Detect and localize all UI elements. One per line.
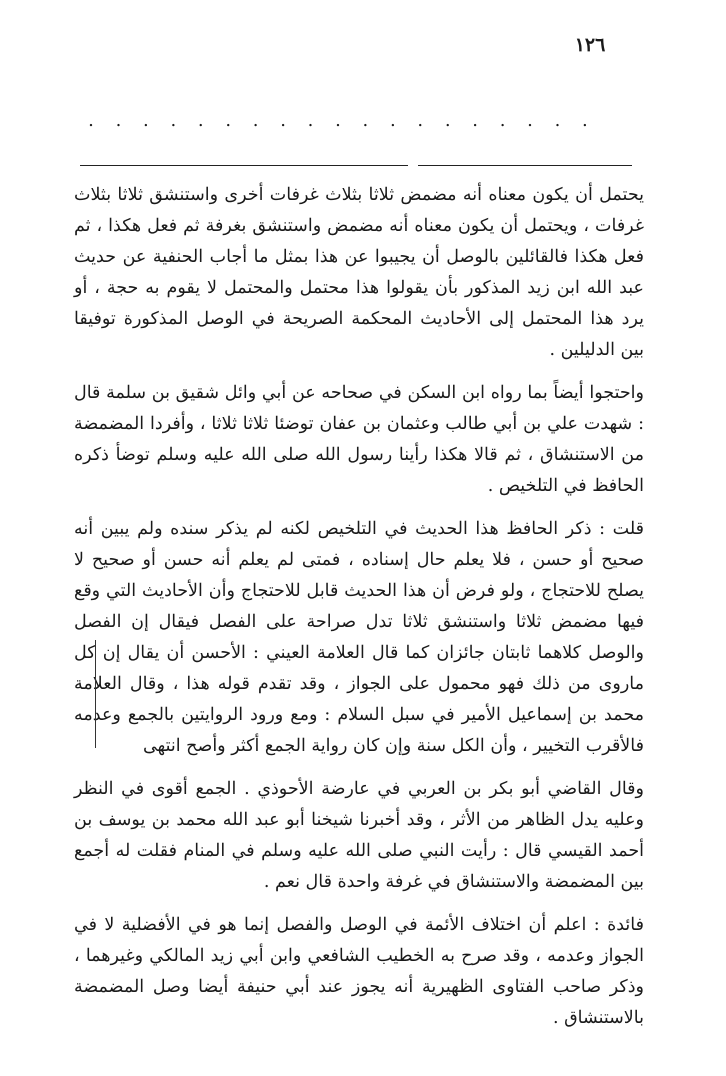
separator-dot: . bbox=[389, 110, 396, 131]
separator-dot: . bbox=[252, 110, 259, 131]
paragraph: قلت : ذكر الحافظ هذا الحديث في التلخيص لكنه لم يذكر سنده ولم يبين أنه صحيح أو حسن ، فلا يعلم حال إسناده ، فمتى لم يعلم أنه حسن أو صحيح لا يصلح للاحتجاج ، ولو فرض أن هذا الحديث قابل للاحتجاج وأن الأحاديث التي وقع فيها مضمض ثلاثا واستنشق ثلاثا تدل صراحة على الفصل فيقال إن الفصل والوصل كلاهما ثابتان جائزان كما قال العلامة العيني : الأحسن أن يقال إن كل ماروى من ذلك فهو محمول على الجواز ، وقد تقدم قوله هذا ، وقال العلامة محمد بن إسماعيل الأمير في سبل السلام : ومع ورود الروايتين بالجمع وعدمه فالأقرب التخيير ، وأن الكل سنة وإن كان رواية الجمع أكثر وأصح انتهى bbox=[74, 519, 644, 756]
ellipsis-separator bbox=[88, 112, 588, 130]
separator-dot: . bbox=[472, 110, 478, 131]
separator-dot: . bbox=[527, 110, 533, 131]
separator-dot: . bbox=[143, 110, 149, 131]
section-rule-left bbox=[80, 165, 408, 166]
separator-dot: . bbox=[170, 110, 177, 131]
separator-dot: . bbox=[417, 110, 424, 131]
margin-mark-line bbox=[95, 640, 96, 748]
separator-dot: . bbox=[582, 110, 588, 131]
separator-dot: . bbox=[280, 110, 286, 131]
separator-dot: . bbox=[88, 110, 94, 131]
separator-dot: . bbox=[115, 110, 122, 131]
paragraph: واحتجوا أيضاً بما رواه ابن السكن في صحاحه عن أبي وائل شقيق بن سلمة قال : شهدت علي بن أبي طالب وعثمان بن عفان توضئا ثلاثا ثلاثا ، وأفردا المضمضة من الاستنشاق ، ثم قالا هكذا رأينا رسول الله صلى الله عليه وسلم توضأ ذكره الحافظ في التلخيص . bbox=[74, 383, 644, 496]
separator-dot: . bbox=[554, 110, 561, 131]
separator-dot: . bbox=[197, 110, 204, 131]
separator-dot: . bbox=[444, 110, 451, 131]
separator-dot: . bbox=[307, 110, 314, 131]
separator-dot: . bbox=[225, 110, 232, 131]
paragraph: يحتمل أن يكون معناه أنه مضمض ثلاثا بثلاث غرفات أخرى واستنشق ثلاثا بثلاث غرفات ، ويحتمل أن يكون معناه أنه مضمض واستنشق بغرفة ثم فعل هكذا ، ثم فعل هكذا فالقائلين بالوصل أن يجيبوا عن هذا بمثل ما أجاب الحنفية عن حديث عبد الله ابن زيد المذكور بأن يقولوا هذا محتمل والمحتمل لا يقوم به حجة ، أو يرد هذا المحتمل إلى الأحاديث المحكمة الصريحة في الوصل المذكورة توفيقا بين الدليلين . bbox=[74, 185, 644, 360]
body-text bbox=[74, 180, 644, 1046]
paragraph: وقال القاضي أبو بكر بن العربي في عارضة الأحوذي . الجمع أقوى في النظر وعليه يدل الظاهر من الأثر ، وقد أخبرنا شيخنا أبو عبد الله محمد بن يوسف بن أحمد القيسي قال : رأيت النبي صلى الله عليه وسلم في المنام فقلت له أجمع بين المضمضة والاستنشاق في غرفة واحدة قال نعم . bbox=[74, 779, 644, 892]
separator-dot: . bbox=[499, 110, 506, 131]
section-rule-right bbox=[418, 165, 632, 166]
separator-dot: . bbox=[335, 110, 341, 131]
paragraph: فائدة : اعلم أن اختلاف الأئمة في الوصل والفصل إنما هو في الأفضلية لا في الجواز وعدمه ، وقد صرح به الخطيب الشافعي وابن أبي زيد المالكي وغيرهما ، وذكر صاحب الفتاوى الظهيرية أنه يجوز عند أبي حنيفة أيضا وصل المضمضة بالاستنشاق . bbox=[74, 915, 644, 1028]
page-number: ١٢٦ bbox=[574, 34, 606, 56]
separator-dot: . bbox=[362, 110, 369, 131]
